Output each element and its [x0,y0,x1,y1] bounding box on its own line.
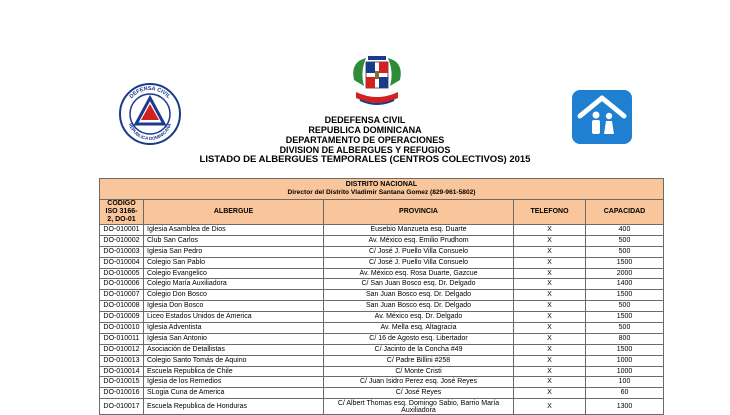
cell-telefono: X [514,290,586,301]
cell-telefono: X [514,301,586,312]
cell-codigo: DO-010006 [100,279,144,290]
cell-codigo: DO-010013 [100,355,144,366]
table-row [100,333,664,344]
cell-codigo: DO-010008 [100,301,144,312]
cell-provincia: C/ Padre Billini #258 [324,355,514,366]
table-row [100,388,664,399]
cell-codigo: DO-010012 [100,344,144,355]
cell-capacidad: 500 [586,235,664,246]
cell-codigo: DO-010001 [100,225,144,236]
cell-capacidad: 400 [586,225,664,236]
cell-capacidad: 1000 [586,366,664,377]
cell-albergue: Iglesia de los Remedios [144,377,324,388]
cell-albergue: Iglesia Asamblea de Dios [144,225,324,236]
table-row [100,323,664,334]
cell-albergue: Colegio María Auxiliadora [144,279,324,290]
cell-codigo: DO-010014 [100,366,144,377]
cell-telefono: X [514,279,586,290]
table-row [100,366,664,377]
cell-capacidad: 1000 [586,355,664,366]
cell-codigo: DO-010017 [100,399,144,415]
cell-provincia: San Juan Bosco esq. Dr. Delgado [324,301,514,312]
cell-provincia: San Juan Bosco esq. Dr. Delgado [324,290,514,301]
cell-provincia: Av. Mella esq. Altagracia [324,323,514,334]
table-row [100,235,664,246]
cell-provincia: C/ José J. Puello Villa Consuelo [324,257,514,268]
cell-albergue: Colegio Don Bosco [144,290,324,301]
cell-albergue: Liceo Estados Unidos de America [144,312,324,323]
cell-albergue: Colegio San Pablo [144,257,324,268]
col-header-provincia: PROVINCIA [324,200,514,225]
cell-provincia: Av. México esq. Emilio Prudhom [324,235,514,246]
cell-codigo: DO-010009 [100,312,144,323]
table-row [100,268,664,279]
cell-codigo: DO-010015 [100,377,144,388]
cell-telefono: X [514,268,586,279]
cell-provincia: C/ José Reyes [324,388,514,399]
table-row [100,312,664,323]
cell-telefono: X [514,366,586,377]
cell-telefono: X [514,323,586,334]
document-heading [0,115,730,165]
cell-telefono: X [514,312,586,323]
distrito-director: Director del Distrito Vladimir Santana Gomez (829-961-5802) [287,189,476,196]
col-header-telefono: TELEFONO [514,200,586,225]
cell-capacidad: 2000 [586,268,664,279]
cell-provincia: C/ Albert Thomas esq. Domingo Sabio, Barrio María Auxiliadora [324,399,514,415]
table-row [100,225,664,236]
cell-provincia: Av. México esq. Rosa Duarte, Gazcue [324,268,514,279]
cell-codigo: DO-010011 [100,333,144,344]
cell-albergue: Iglesia San Antonio [144,333,324,344]
cell-telefono: X [514,377,586,388]
cell-codigo: DO-010004 [100,257,144,268]
cell-albergue: Escuela Republica de Honduras [144,399,324,415]
cell-albergue: Colegio Santo Tomás de Aquino [144,355,324,366]
table-row [100,257,664,268]
cell-codigo: DO-010002 [100,235,144,246]
cell-codigo: DO-010016 [100,388,144,399]
cell-albergue: Iglesia Adventista [144,323,324,334]
cell-provincia: Av. México esq. Dr. Delgado [324,312,514,323]
heading-line-4: DIVISION DE ALBERGUES Y REFUGIOS [279,145,451,155]
table-row [100,377,664,388]
cell-albergue: Escuela Republica de Chile [144,366,324,377]
table-row [100,279,664,290]
cell-albergue: Iglesia San Pedro [144,246,324,257]
cell-capacidad: 1400 [586,279,664,290]
cell-provincia: C/ Jacinto de la Concha #49 [324,344,514,355]
col-header-albergue: ALBERGUE [144,200,324,225]
cell-codigo: DO-010005 [100,268,144,279]
col-header-codigo: CODIGO ISO 3166-2, DO-01 [100,200,144,225]
cell-provincia: C/ San Juan Bosco esq. Dr. Delgado [324,279,514,290]
table-row [100,290,664,301]
cell-capacidad: 1300 [586,399,664,415]
cell-capacidad: 60 [586,388,664,399]
cell-capacidad: 800 [586,333,664,344]
heading-line-3: DEPARTAMENTO DE OPERACIONES [285,135,445,145]
cell-capacidad: 1500 [586,312,664,323]
table-row [100,399,664,415]
cell-capacidad: 1500 [586,290,664,301]
distrito-name: DISTRITO NACIONAL [345,181,418,188]
shelters-table [99,178,664,415]
cell-telefono: X [514,388,586,399]
cell-albergue: Colegio Evangelico [144,268,324,279]
cell-telefono: X [514,225,586,236]
cell-capacidad: 500 [586,323,664,334]
cell-albergue: SLogia Cuna de America [144,388,324,399]
svg-text:REPUBLICA DOMINICANA: REPUBLICA DOMINICANA [127,122,173,142]
cell-capacidad: 1500 [586,344,664,355]
svg-text:DEFENSA CIVIL: DEFENSA CIVIL [128,85,172,100]
coat-of-arms-logo [346,52,408,110]
cell-provincia: C/ Juan Isidro Perez esq. José Reyes [324,377,514,388]
heading-line-1: DEDEFENSA CIVIL [324,115,406,125]
distrito-header [100,179,664,200]
cell-telefono: X [514,344,586,355]
cell-telefono: X [514,399,586,415]
cell-provincia: C/ José J. Puello Villa Consuelo [324,246,514,257]
table-row [100,246,664,257]
cell-telefono: X [514,235,586,246]
cell-capacidad: 1500 [586,257,664,268]
cell-capacidad: 500 [586,246,664,257]
cell-telefono: X [514,246,586,257]
cell-codigo: DO-010010 [100,323,144,334]
cell-telefono: X [514,333,586,344]
cell-albergue: Asociación de Detallistas [144,344,324,355]
cell-telefono: X [514,355,586,366]
table-row [100,355,664,366]
cell-provincia: Eusebio Manzueta esq. Duarte [324,225,514,236]
cell-provincia: C/ Monte Cristi [324,366,514,377]
table-row [100,301,664,312]
heading-line-2: REPUBLICA DOMINICANA [308,125,422,135]
cell-capacidad: 500 [586,301,664,312]
cell-capacidad: 100 [586,377,664,388]
table-row [100,344,664,355]
cell-codigo: DO-010003 [100,246,144,257]
cell-codigo: DO-010007 [100,290,144,301]
col-header-capacidad: CAPACIDAD [586,200,664,225]
heading-line-5: LISTADO DE ALBERGUES TEMPORALES (CENTROS COLECTIVOS) 2015 [199,154,531,165]
cell-provincia: C/ 16 de Agosto esq. Libertador [324,333,514,344]
cell-albergue: Iglesia Don Bosco [144,301,324,312]
cell-albergue: Club San Carlos [144,235,324,246]
cell-telefono: X [514,257,586,268]
